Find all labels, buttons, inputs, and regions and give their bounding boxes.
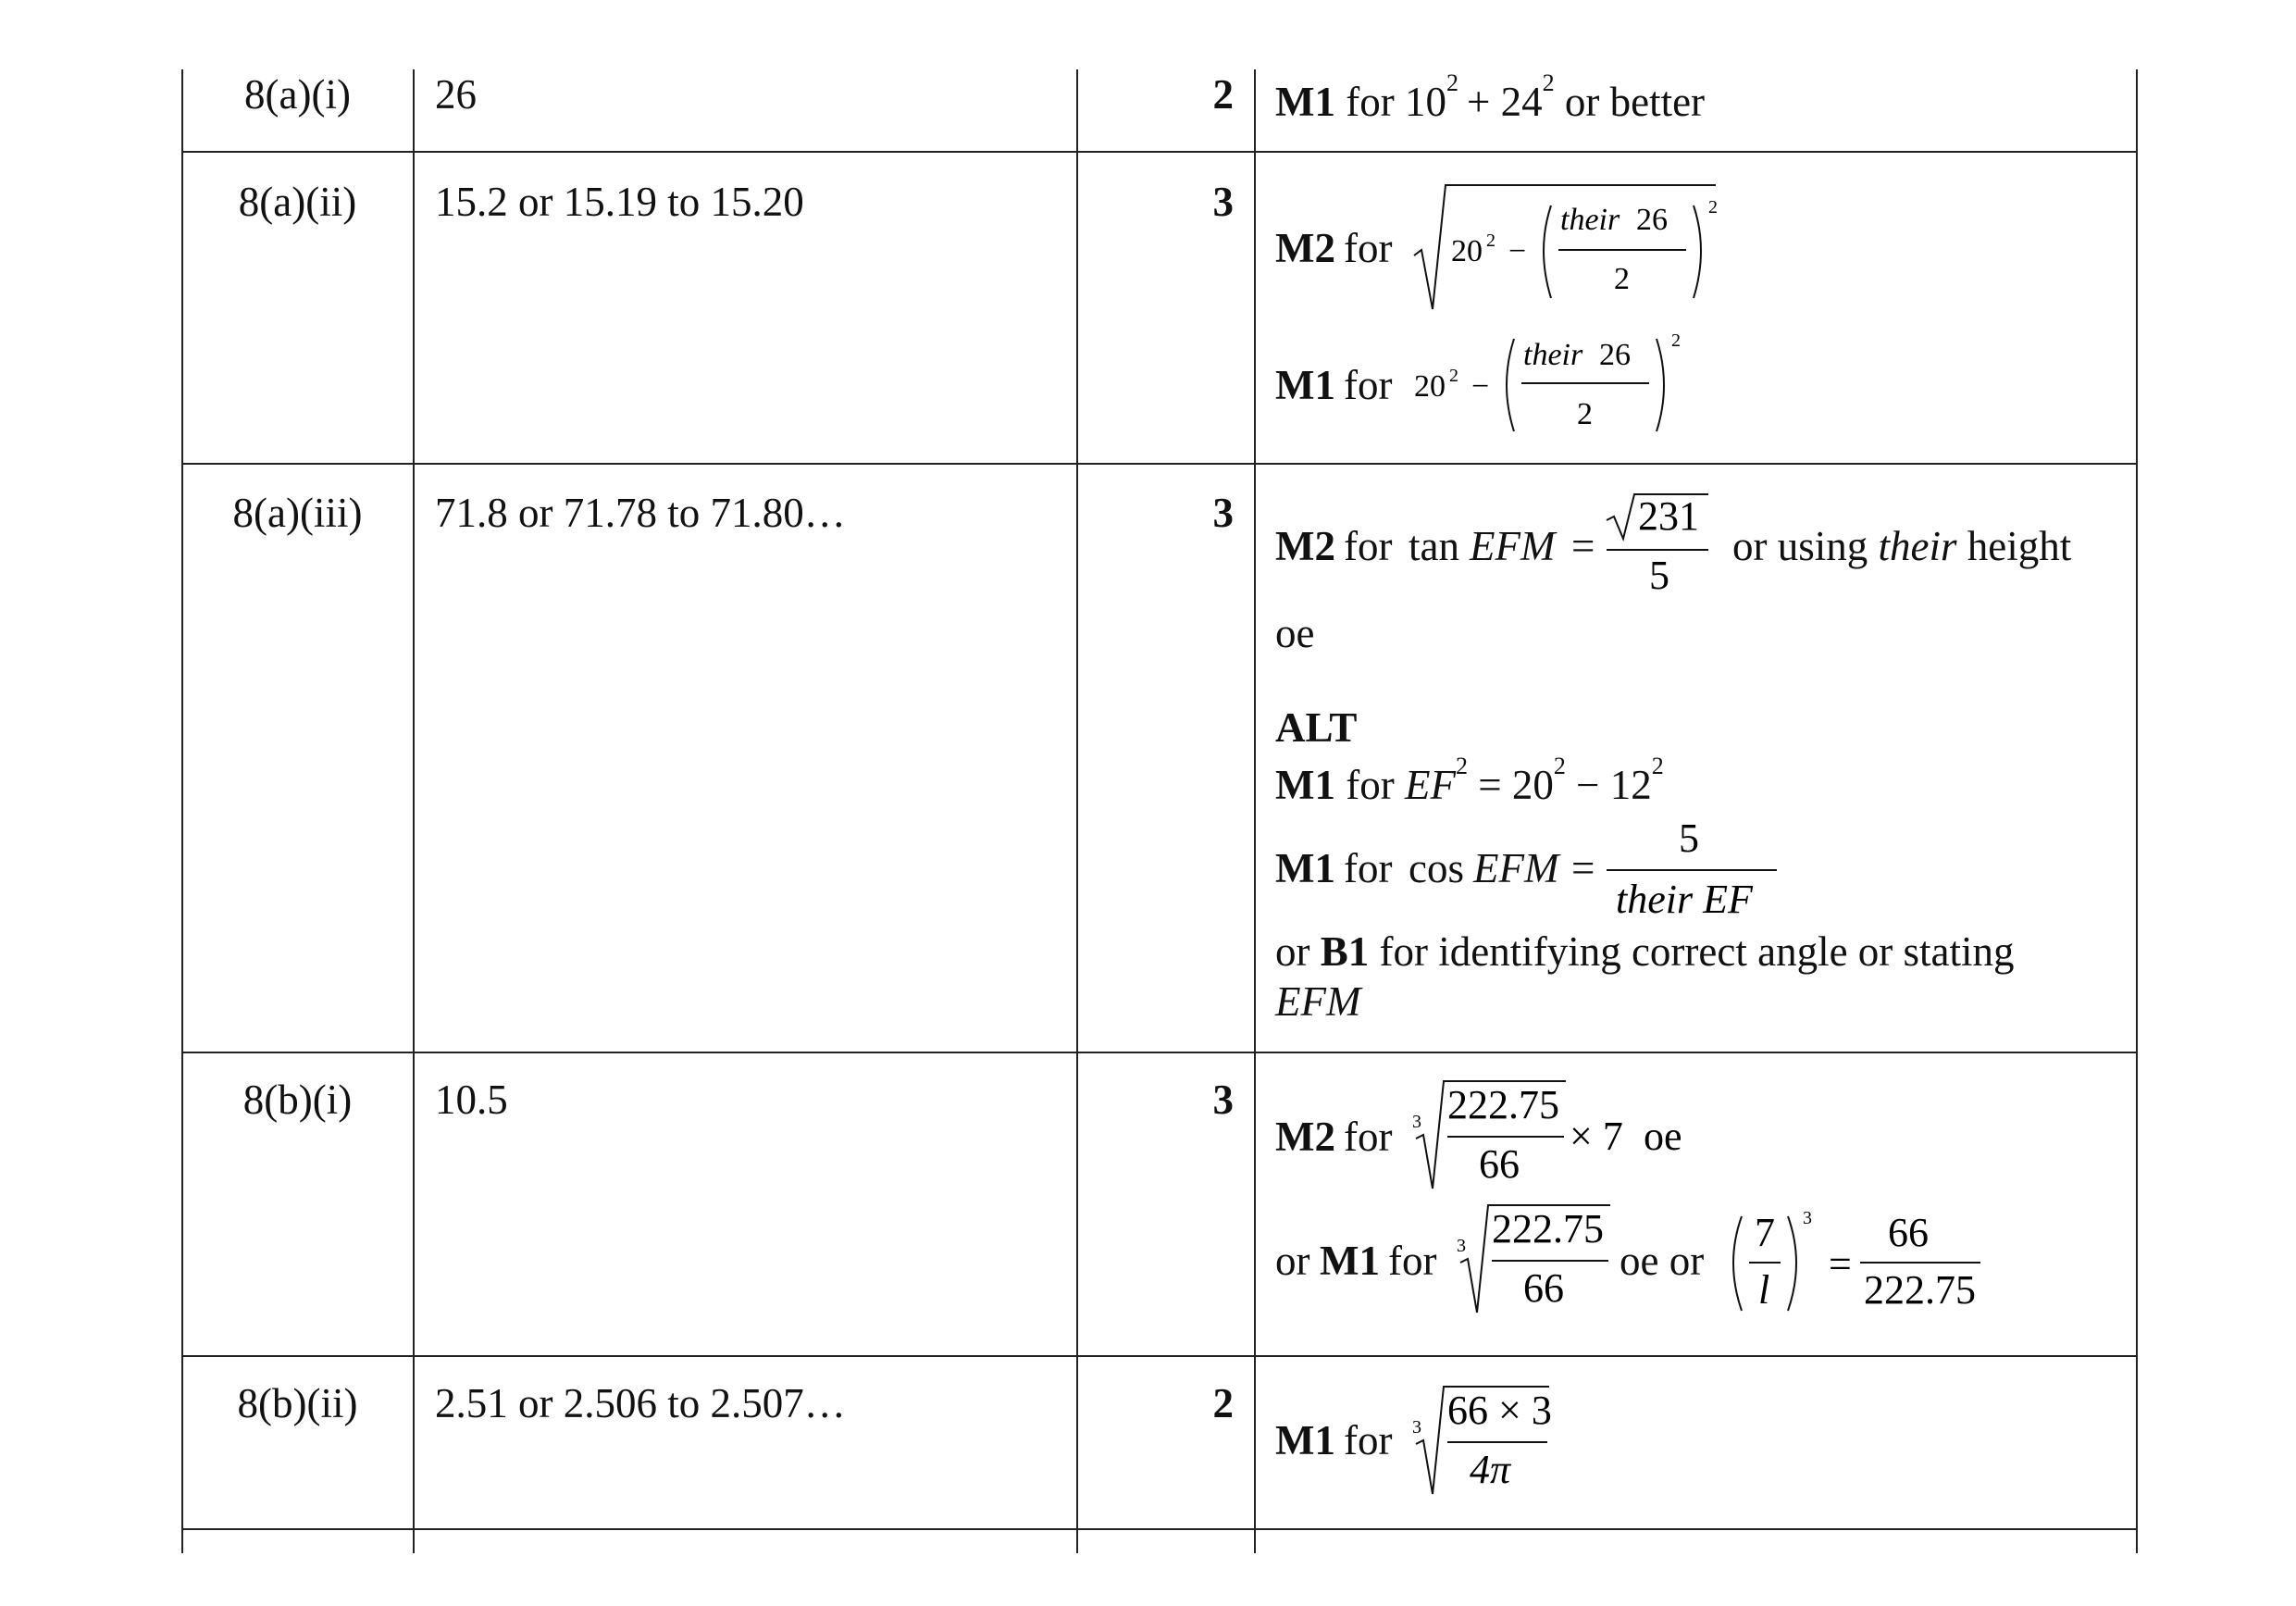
svg-text:3: 3	[1803, 1208, 1812, 1228]
row-divider	[181, 463, 2138, 465]
method-label: M1	[1275, 1417, 1335, 1463]
svg-text:3: 3	[1412, 1417, 1421, 1438]
svg-text:2: 2	[1708, 197, 1718, 218]
math-variable: EFM	[1473, 845, 1559, 891]
svg-text:5: 5	[1679, 815, 1699, 861]
svg-text:66: 66	[1888, 1210, 1929, 1255]
guidance-text: for	[1344, 523, 1393, 569]
marks: 2	[1212, 1380, 1234, 1426]
question-number: 8(a)(i)	[244, 71, 351, 118]
formula-sqrt-expression	[1410, 185, 1716, 315]
row-divider	[181, 1528, 2138, 1530]
guidance-text: or using their height	[1732, 523, 2072, 569]
svg-text:20: 20	[1414, 369, 1446, 404]
svg-text:222.75: 222.75	[1447, 1082, 1559, 1127]
svg-text:2: 2	[1486, 230, 1496, 251]
guidance-text: for	[1344, 225, 1393, 271]
question-number: 8(a)(iii)	[232, 490, 363, 536]
svg-text:2: 2	[1449, 366, 1458, 386]
guidance-text: for	[1344, 362, 1393, 408]
answer: 15.2 or 15.19 to 15.20	[435, 179, 804, 225]
svg-text:231: 231	[1638, 493, 1699, 539]
svg-text:2: 2	[1671, 330, 1681, 351]
question-number: 8(b)(i)	[242, 1077, 353, 1123]
svg-text:66 × 3: 66 × 3	[1447, 1388, 1552, 1433]
guidance-text: or better	[1564, 79, 1706, 125]
formula-expression	[1410, 324, 1688, 444]
question-number: 8(a)(ii)	[238, 179, 357, 225]
svg-text:26: 26	[1636, 203, 1668, 237]
table-border-right	[2136, 69, 2138, 1553]
guidance-text: EFM	[1275, 978, 1361, 1025]
guidance-line	[1275, 1200, 2127, 1320]
answer: 10.5	[435, 1077, 508, 1123]
guidance-line	[1275, 815, 2127, 926]
method-label: M1	[1275, 845, 1335, 891]
row-divider	[181, 1052, 2138, 1053]
svg-text:222.75: 222.75	[1864, 1267, 1976, 1313]
formula-cube-root	[1455, 1200, 1621, 1320]
alt-heading: ALT	[1275, 704, 1358, 751]
svg-text:=: =	[1829, 1241, 1852, 1287]
guidance-text: or	[1275, 1238, 1310, 1284]
svg-text:their: their	[1523, 338, 1583, 372]
method-label: M2	[1275, 1114, 1335, 1160]
formula-fraction	[1605, 815, 1781, 926]
method-label: M2	[1275, 225, 1335, 271]
math-term: $EF^2 = 20^2 - 12^2$	[1404, 753, 1664, 808]
question-number: 8(b)(ii)	[237, 1380, 358, 1426]
guidance-line	[1275, 1079, 2127, 1196]
math-function: tan	[1409, 523, 1459, 569]
svg-text:l: l	[1758, 1267, 1770, 1313]
marks: 2	[1212, 71, 1234, 118]
svg-text:3: 3	[1457, 1236, 1466, 1256]
column-divider-3	[1254, 69, 1256, 1553]
marks: 3	[1212, 179, 1234, 225]
formula-ratio	[1721, 1200, 1999, 1320]
svg-text:3: 3	[1412, 1112, 1421, 1132]
svg-text:4π: 4π	[1470, 1447, 1511, 1492]
formula-cube-root	[1410, 1381, 1558, 1501]
svg-text:their EF: their EF	[1616, 877, 1753, 922]
answer: 2.51 or 2.506 to 2.507…	[435, 1380, 846, 1426]
svg-text:26: 26	[1599, 338, 1631, 372]
math-symbol: =	[1571, 845, 1595, 891]
guidance-text: for	[1388, 1238, 1437, 1284]
svg-text:−: −	[1471, 369, 1490, 404]
guidance-line	[1275, 753, 1664, 809]
svg-text:20: 20	[1451, 234, 1483, 268]
answer: 26	[435, 71, 477, 118]
guidance-text: for	[1346, 762, 1395, 808]
method-label: M2	[1275, 523, 1335, 569]
svg-text:−: −	[1508, 234, 1527, 268]
svg-text:222.75: 222.75	[1492, 1206, 1604, 1251]
guidance-line	[1275, 1381, 2127, 1501]
math-symbol: =	[1571, 523, 1595, 569]
guidance-text: or	[1275, 928, 1310, 975]
method-label: M1	[1275, 79, 1335, 125]
svg-text:66: 66	[1479, 1141, 1520, 1187]
svg-text:× 7: × 7	[1570, 1114, 1623, 1159]
math-function: cos	[1409, 845, 1464, 891]
guidance-text: for	[1344, 1114, 1393, 1160]
guidance-line	[1275, 491, 2127, 602]
method-label: M1	[1275, 362, 1335, 408]
math-term: $10^2 + 24^2$	[1404, 69, 1555, 125]
svg-text:66: 66	[1523, 1265, 1564, 1311]
guidance-line	[1275, 69, 1706, 126]
svg-text:2: 2	[1614, 262, 1630, 296]
marks: 3	[1212, 1077, 1234, 1123]
guidance-text: oe	[1275, 610, 1315, 656]
svg-text:oe: oe	[1644, 1114, 1682, 1159]
method-label: M1	[1275, 762, 1335, 808]
math-variable: EFM	[1470, 523, 1556, 569]
svg-text:2: 2	[1577, 397, 1593, 431]
guidance-line	[1275, 927, 2015, 976]
svg-text:7: 7	[1755, 1210, 1775, 1255]
guidance-text: for	[1344, 1417, 1393, 1463]
guidance-text: for identifying correct angle or stating	[1379, 928, 2015, 975]
svg-text:their: their	[1560, 203, 1620, 237]
column-divider-2	[1076, 69, 1078, 1553]
method-label: M1	[1320, 1238, 1380, 1284]
method-label: B1	[1320, 928, 1370, 975]
guidance-text: oe or	[1620, 1238, 1705, 1284]
svg-text:5: 5	[1649, 553, 1669, 598]
guidance-text: for	[1344, 845, 1393, 891]
formula-fraction	[1605, 491, 1716, 602]
column-divider-1	[413, 69, 415, 1553]
row-divider	[181, 1355, 2138, 1357]
marks: 3	[1212, 490, 1234, 536]
answer: 71.8 or 71.78 to 71.80…	[435, 490, 846, 536]
row-divider	[181, 151, 2138, 153]
guidance-text: for	[1346, 79, 1395, 125]
formula-cube-root	[1410, 1079, 1706, 1196]
table-border-left	[181, 69, 183, 1553]
